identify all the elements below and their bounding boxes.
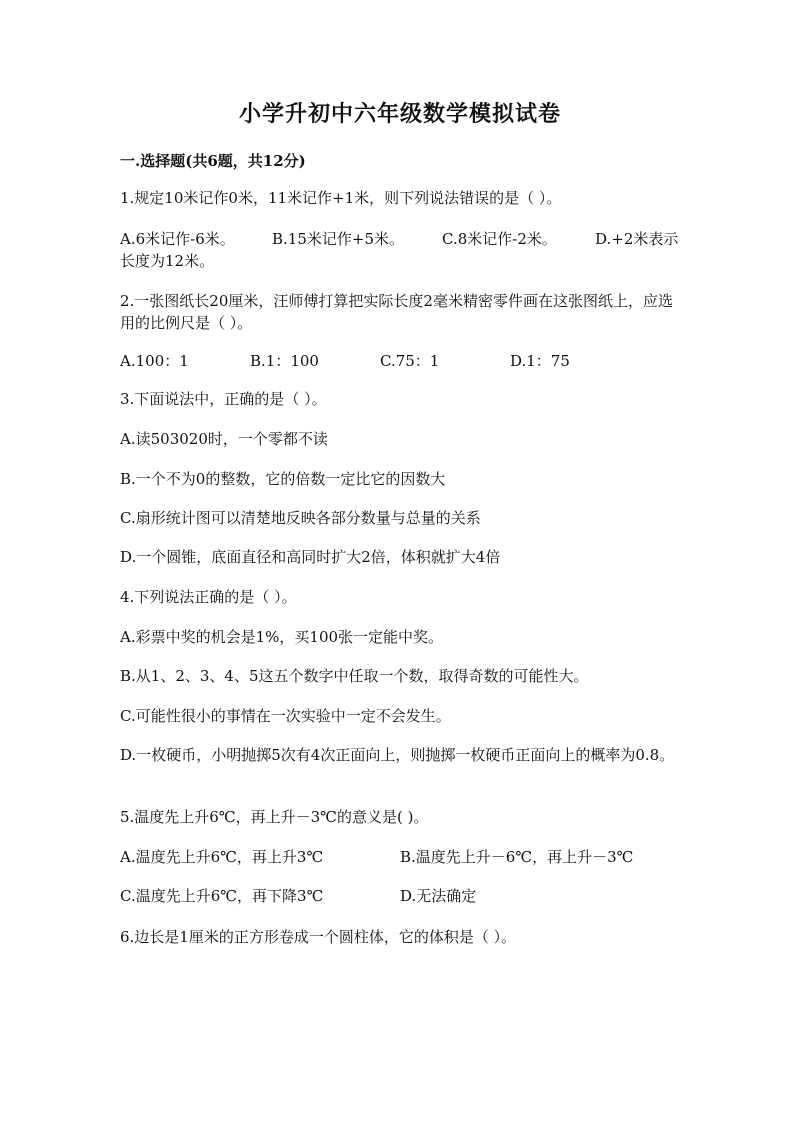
question-1-option-a: A.6米记作-6米。 [120, 230, 235, 248]
question-4-option-d: D.一枚硬币，小明抛掷5次有4次正面向上，则抛掷一枚硬币正面向上的概率为0.8。 [120, 746, 675, 764]
question-3-option-d: D.一个圆锥，底面直径和高同时扩大2倍，体积就扩大4倍 [120, 548, 501, 566]
question-5-option-c: C.温度先上升6℃，再下降3℃ [120, 887, 324, 905]
section-heading: 一.选择题(共6题，共12分) [120, 152, 306, 170]
page-title: 小学升初中六年级数学模拟试卷 [238, 101, 561, 127]
question-5-stem: 5.温度先上升6℃，再上升－3℃的意义是( )。 [120, 808, 429, 826]
question-4-option-c: C.可能性很小的事情在一次实验中一定不会发生。 [120, 707, 451, 725]
question-4-stem: 4.下列说法正确的是（ ）。 [120, 588, 297, 606]
question-1-option-d: D.+2米表示长度为12米。 [120, 230, 679, 270]
question-4-option-b: B.从1、2、3、4、5这五个数字中任取一个数，取得奇数的可能性大。 [120, 667, 589, 685]
question-2-option-a: A.100：1 [120, 352, 189, 370]
question-5-option-b: B.温度先上升－6℃，再上升－3℃ [400, 848, 634, 866]
question-2-option-d: D.1：75 [510, 352, 570, 370]
question-1-option-c: C.8米记作-2米。 [442, 230, 557, 248]
question-3-option-a: A.读503020时，一个零都不读 [120, 430, 328, 448]
question-2-option-b: B.1：100 [250, 352, 319, 370]
question-3-option-b: B.一个不为0的整数，它的倍数一定比它的因数大 [120, 470, 446, 488]
question-3-stem: 3.下面说法中，正确的是（ ）。 [120, 390, 327, 408]
question-4-option-a: A.彩票中奖的机会是1%，买100张一定能中奖。 [120, 628, 444, 646]
question-2-stem: 2.一张图纸长20厘米，汪师傅打算把实际长度2毫米精密零件画在这张图纸上，应选用的比例尺是（ ）。 [120, 292, 673, 332]
question-6-stem: 6.边长是1厘米的正方形卷成一个圆柱体，它的体积是（ ）。 [120, 928, 517, 946]
question-5-option-d: D.无法确定 [400, 887, 477, 905]
question-2-option-c: C.75：1 [380, 352, 440, 370]
question-3-option-c: C.扇形统计图可以清楚地反映各部分数量与总量的关系 [120, 509, 481, 527]
question-1-option-b: B.15米记作+5米。 [272, 230, 404, 248]
question-1-stem: 1.规定10米记作0米，11米记作+1米，则下列说法错误的是（ ）。 [120, 189, 562, 207]
question-5-option-a: A.温度先上升6℃，再上升3℃ [120, 848, 324, 866]
